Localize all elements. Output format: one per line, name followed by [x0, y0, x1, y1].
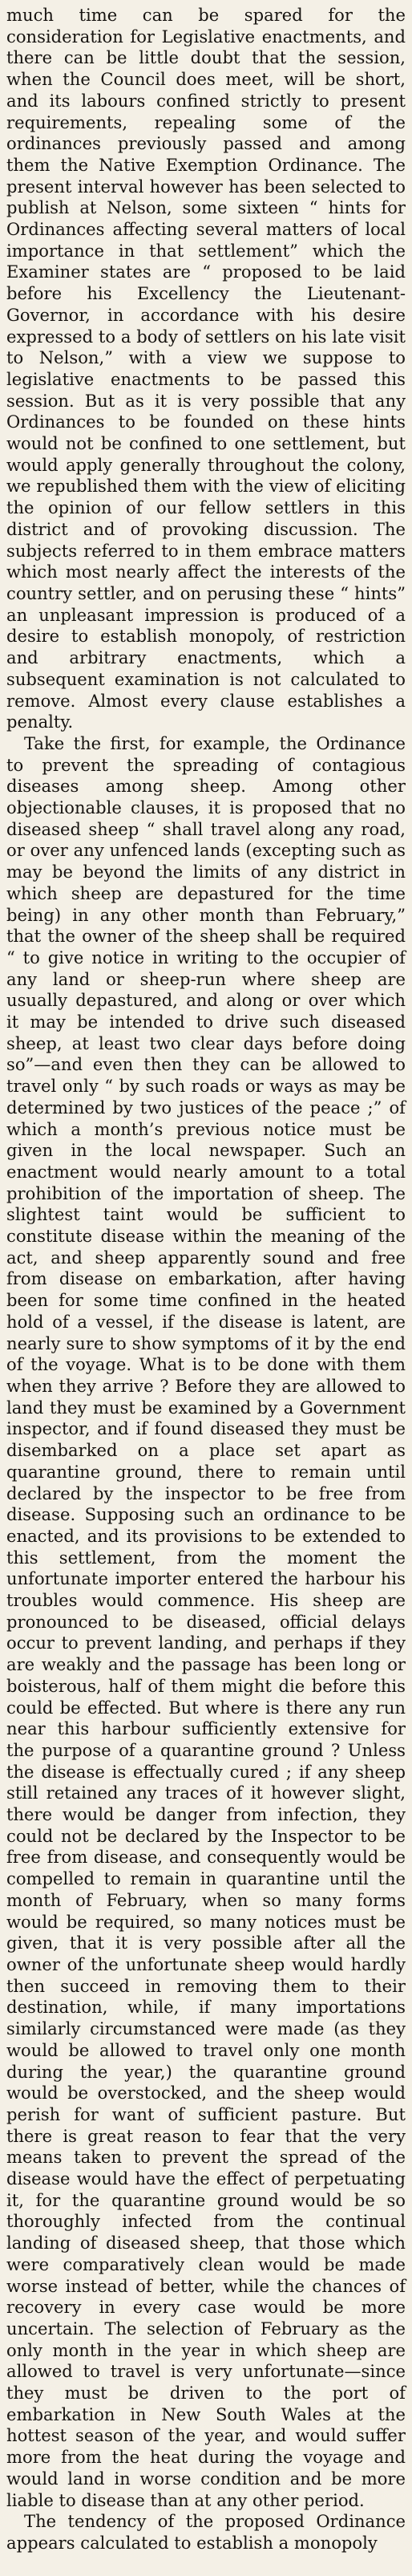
article-paragraph-3: The tendency of the proposed Ordinance appears calculated to establish a monopoly — [6, 2511, 406, 2553]
article-paragraph-2: Take the first, for example, the Ordinance to prevent the spreading of contagious diseases among sheep. Among other objectionable clauses, it is proposed that no diseased sheep “ shall travel along any road, or over any unfenced lands (excepting such as may be beyond the limits of any district in which sheep are depastured for the time being) in any other month than February,” that the owner of the sheep shall be required “ to give notice in writing to the occupier of any land or sheep-run where sheep are usually depastured, and along or over which it may be intended to drive such diseased sheep, at least two clear days before doing so”—and even then they can be allowed to travel only “ by such roads or ways as may be determined by two justices of the peace ;” of which a month’s previous notice must be given in the local newspaper. Such an enactment would nearly amount to a total prohibition of the importation of sheep. The slightest taint would be sufficient to constitute disease within the meaning of the act, and sheep apparently sound and free from disease on embarkation, after having been for some time confined in the heated hold of a vessel, if the disease is latent, are nearly sure to show symptoms of it by the end of the voyage. What is to be done with them when they arrive ? Before they are allowed to land they must be examined by a Government inspector, and if found diseased they must be disembarked on a place set apart as quarantine ground, there to remain until declared by the inspector to be free from disease. Supposing such an ordinance to be enacted, and its provisions to be extended to this settlement, from the moment the unfortunate importer entered the harbour his troubles would commence. His sheep are pronounced to be diseased, official delays occur to prevent landing, and perhaps if they are weakly and the passage has been long or boisterous, half of them might die before this could be effected. But where is there any run near this harbour sufficiently extensive for the purpose of a quarantine ground ? Unless the disease is effectually cured ; if any sheep still retained any traces of it however slight, there would be danger from infection, they could not be declared by the Inspector to be free from disease, and consequently would be compelled to remain in quarantine until the month of February, when so many forms would be required, so many notices must be given, that it is very possible after all the owner of the unfortunate sheep would hardly then succeed in removing them to their destination, while, if many importations similarly circumstanced were made (as they would be allowed to travel only one month during the year,) the quarantine ground would be overstocked, and the sheep would perish for want of sufficient pasture. But there is great reason to fear that the very means taken to prevent the spread of the disease would have the effect of perpetuating it, for the quarantine ground would be so thoroughly infected from the continual landing of diseased sheep, that those which were comparatively clean would be made worse instead of better, while the chances of recovery in every case would be more uncertain. The selection of February as the only month in the year in which sheep are allowed to travel is very unfortunate—since they must be driven to the port of embarkation in New South Wales at the hottest season of the year, and would suffer more from the heat during the voyage and would land in worse condition and be more liable to disease than at any other period. — [6, 732, 406, 2510]
article-paragraph-1: much time can be spared for the consideration for Legislative enactments, and there can be little doubt that the session, when the Council does meet, will be short, and its labours confined strictly to present requirements, repealing some of the ordinances previously passed and among them the Native Exemption Ordinance. The present interval however has been selected to publish at Nelson, some sixteen “ hints for Ordinances affecting several matters of local importance in that settlement” which the Examiner states are “ proposed to be laid before his Excellency the Lieutenant-Governor, in accordance with his desire expressed to a body of settlers on his late visit to Nelson,” with a view we suppose to legislative enactments to be passed this session. But as it is very possible that any Ordinances to be founded on these hints would not be confined to one settlement, but would apply generally throughout the colony, we republished them with the view of eliciting the opinion of our fellow settlers in this district and of provoking discussion. The subjects referred to in them embrace matters which most nearly affect the interests of the country settler, and on perusing these “ hints” an unpleasant impression is produced of a desire to establish monopoly, of restriction and arbitrary enactments, which a subsequent examination is not calculated to remove. Almost every clause establishes a penalty. — [6, 5, 406, 732]
